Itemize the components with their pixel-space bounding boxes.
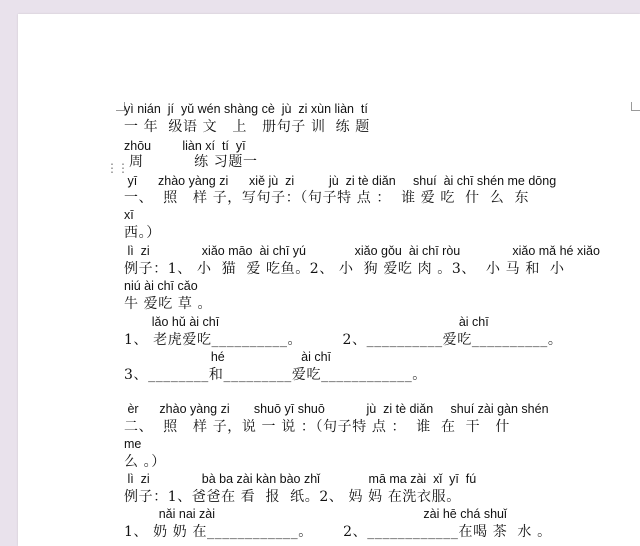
chinese-line: 一、 照 样 子，写句子：（句子特 点 ： 谁 爱 吃 什 么 东 — [124, 190, 530, 206]
chinese-line: 二、 照 样 子，说 一 说 ：（句子特 点 ： 谁 在 干 什 — [124, 419, 511, 435]
pinyin-line: xī — [124, 208, 134, 222]
pinyin-line: èr zhào yàng zi shuō yī shuō jù zi tè diǎn shuí zài gàn shén — [124, 402, 549, 416]
chinese-line: 周 练 习题一 — [124, 154, 258, 170]
margin-corner-mark-right — [631, 102, 640, 111]
chinese-line: 么 。） — [124, 454, 166, 470]
chinese-line: 牛 爱吃 草 。 — [124, 296, 213, 312]
pinyin-line: zhōu liàn xí tí yī — [124, 139, 246, 153]
pinyin-line: lǎo hǔ ài chī ài chī — [124, 315, 489, 329]
pinyin-line: lì zi bà ba zài kàn bào zhǐ mā ma zài xǐ yī fú — [124, 472, 477, 486]
paragraph-drag-handle-icon[interactable]: ⋮⋮ — [106, 161, 128, 175]
pinyin-line: me — [124, 437, 142, 451]
fill-in-line: 1、 老虎爱吃__________。 2、__________爱吃__________。 — [124, 332, 563, 348]
fill-in-line: 1、 奶 奶 在____________。 2、____________在喝 茶 水 。 — [124, 524, 552, 540]
chinese-line: 例子：1、 小 猫 爱 吃鱼。2、 小 狗 爱吃 肉 。3、 小 马 和 小 — [124, 261, 565, 277]
pinyin-line: niú ài chī cǎo — [124, 279, 198, 293]
chinese-line: 西。） — [124, 225, 161, 241]
pinyin-line: nǎi nai zài zài hē chá shuǐ — [124, 507, 507, 521]
pinyin-line: yì nián jí yǔ wén shàng cè jù zi xùn liàn tí — [124, 102, 368, 116]
pinyin-line: lì zi xiǎo māo ài chī yú xiǎo gǒu ài chī ròu xiǎo mǎ hé xiǎo — [124, 244, 600, 258]
chinese-line: 一 年 级语 文 上 册句子 训 练 题 — [124, 119, 370, 135]
chinese-line: 例子：1、爸爸在 看 报 纸。2、 妈 妈 在洗衣服。 — [124, 489, 461, 505]
fill-in-line: 3、________和_________爱吃____________。 — [124, 367, 427, 383]
pinyin-line: yī zhào yàng zi xiě jù zi jù zi tè diǎn shuí ài chī shén me dōng — [124, 174, 557, 188]
pinyin-line: hé ài chī — [124, 350, 332, 364]
